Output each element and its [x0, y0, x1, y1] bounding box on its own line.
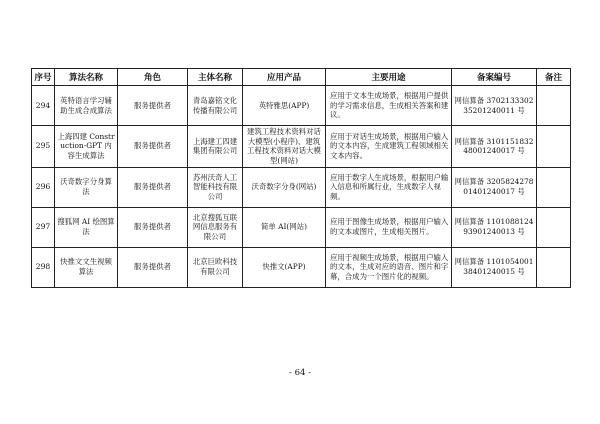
cell-entity: 北京搜狐互联网信息服务有限公司: [188, 207, 243, 247]
cell-algorithm: 英特语言学习辅助生成合成算法: [55, 86, 118, 126]
cell-entity: 青岛嘉铭文化传播有限公司: [188, 86, 243, 126]
cell-record: 网信算备 110108812493901240013 号: [452, 207, 537, 247]
cell-algorithm: 沃奇数字分身算法: [55, 167, 118, 207]
cell-note: [537, 247, 571, 287]
cell-algorithm: 上海四建 Construction-GPT 内容生成算法: [55, 126, 118, 168]
cell-seq: 296: [32, 167, 55, 207]
cell-role: 服务提供者: [118, 247, 188, 287]
header-algorithm: 算法名称: [55, 69, 118, 86]
cell-product: 简单 AI(网站): [243, 207, 326, 247]
cell-note: [537, 86, 571, 126]
table-header-row: [32, 69, 571, 86]
header-entity: 主体名称: [188, 69, 243, 86]
header-note: 备注: [537, 69, 571, 86]
header-product: 应用产品: [243, 69, 326, 86]
table-row: [32, 247, 571, 287]
cell-purpose: 应用于视频生成场景，根据用户输入的文本，生成对应的语音、图片和字幕，合成为一个图片化的视频。: [326, 247, 452, 287]
header-purpose: 主要用途: [326, 69, 452, 86]
cell-note: [537, 207, 571, 247]
cell-purpose: 应用于数字人生成场景，根据用户输入信息和所属行业，生成数字人视频。: [326, 167, 452, 207]
cell-product: 快推文(APP): [243, 247, 326, 287]
cell-product: 英特雅思(APP): [243, 86, 326, 126]
algorithm-registry-table: [31, 68, 571, 288]
cell-seq: 298: [32, 247, 55, 287]
cell-record: 网信算备 110105400138401240015 号: [452, 247, 537, 287]
cell-role: 服务提供者: [118, 207, 188, 247]
cell-seq: 297: [32, 207, 55, 247]
cell-entity: 北京巨欧科技有限公司: [188, 247, 243, 287]
table-row: [32, 167, 571, 207]
header-seq: 序号: [32, 69, 55, 86]
header-record: 备案编号: [452, 69, 537, 86]
cell-algorithm: 快推文文生视频算法: [55, 247, 118, 287]
cell-seq: 295: [32, 126, 55, 168]
cell-seq: 294: [32, 86, 55, 126]
cell-purpose: 应用于对话生成场景，根据用户输入的文本内容，生成建筑工程领域相关文本内容。: [326, 126, 452, 168]
cell-algorithm: 搜狐网 AI 绘图算法: [55, 207, 118, 247]
cell-entity: 上海建工四建集团有限公司: [188, 126, 243, 168]
cell-role: 服务提供者: [118, 86, 188, 126]
cell-note: [537, 126, 571, 168]
cell-purpose: 应用于图像生成场景，根据用户输入的文本或图片，生成相关图片。: [326, 207, 452, 247]
page-number: - 64 -: [289, 368, 311, 378]
cell-record: 网信算备 370213330235201240011 号: [452, 86, 537, 126]
cell-note: [537, 167, 571, 207]
cell-product: 沃奇数字分身(网站): [243, 167, 326, 207]
cell-role: 服务提供者: [118, 126, 188, 168]
header-role: 角色: [118, 69, 188, 86]
cell-record: 网信算备 310115183248001240017 号: [452, 126, 537, 168]
cell-product: 建筑工程技术资料对话大模型(小程序)、建筑工程技术资料对话大模型(网站): [243, 126, 326, 168]
cell-role: 服务提供者: [118, 167, 188, 207]
table-row: [32, 86, 571, 126]
table-row: [32, 126, 571, 168]
cell-purpose: 应用于文本生成场景，根据用户提供的学习需求信息，生成相关答案和建议。: [326, 86, 452, 126]
table-row: [32, 207, 571, 247]
cell-record: 网信算备 320582427801401240017 号: [452, 167, 537, 207]
cell-entity: 苏州沃奇人工智能科技有限公司: [188, 167, 243, 207]
